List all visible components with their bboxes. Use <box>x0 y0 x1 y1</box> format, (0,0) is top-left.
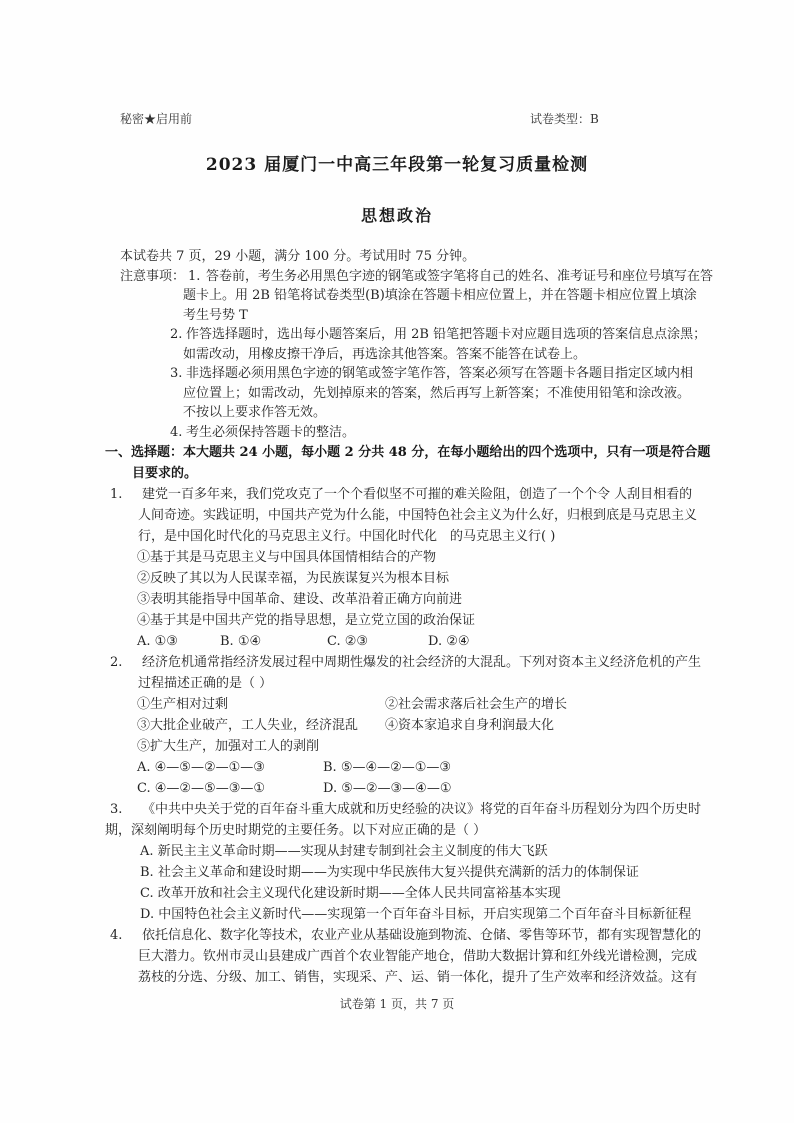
question-2-line-1 <box>110 652 725 673</box>
question-1-choice-b: B. ①④ <box>220 634 262 649</box>
question-2-text: 经济危机通常指经济发展过程中周期性爆发的社会经济的大混乱。下列对资本主义经济危机的产生 <box>142 655 702 670</box>
question-3-choice-c: C. 改革开放和社会主义现代化建设新时期——全体人民共同富裕基本实现 <box>140 886 561 901</box>
notice-item-1-line-2: 题卡上。用 2B 铅笔将试卷类型(B)填涂在答题卡相应位置上，并在答题卡相应位置上填涂 <box>183 288 697 303</box>
question-4-number: 4. <box>110 928 123 943</box>
notice-item-3-line-1 <box>170 364 725 384</box>
question-2-statement-1: ①生产相对过剩 <box>137 697 229 712</box>
question-1-line-1 <box>110 484 725 505</box>
question-3-number: 3. <box>110 802 123 817</box>
question-2-statement-row-1 <box>105 694 725 715</box>
question-3-choice-b: B. 社会主义革命和建设时期——为实现中华民族伟大复兴提供充满新的活力的体制保证 <box>140 865 639 880</box>
question-2-answer-row-1 <box>105 757 725 778</box>
question-2-choice-a: A. ④—⑤—②—①—③ <box>137 760 265 775</box>
paper-type-label: 试卷类型：B <box>530 112 599 126</box>
question-2-statement-5: ⑤扩大生产，加强对工人的剥削 <box>137 739 320 754</box>
question-1-statement-3: ③表明其能指导中国革命、建设、改革沿着正确方向前进 <box>137 592 463 607</box>
question-3-line-1 <box>110 799 725 820</box>
notice-item-2-line-2: 如需改动，用橡皮擦干净后，再选涂其他答案。答案不能答在试卷上。 <box>183 346 587 362</box>
notice-label: 注意事项： <box>120 268 186 284</box>
question-1-answer-row <box>105 631 725 652</box>
question-4-line-1 <box>110 925 725 946</box>
questions-area <box>105 484 725 988</box>
notice-item-1-line-1 <box>120 267 725 287</box>
notice-item-3-line-3: 不按以上要求作答无效。 <box>183 405 327 420</box>
section-one-heading <box>105 442 725 484</box>
question-4-line-3: 荔枝的分选、分级、加工、销售，实现采、产、运、销一体化，提升了生产效率和经济效益。这有 <box>138 970 698 985</box>
notice-item-2-text: 作答选择题时，选出每小题答案后，用 2B 铅笔把答题卡对应题目选项的答案信息点涂黑； <box>186 327 707 342</box>
notice-item-3-number: 3. <box>170 366 183 381</box>
notice-item-4-number: 4. <box>170 424 183 440</box>
notice-item-4-line-1 <box>170 423 725 443</box>
question-2-number: 2. <box>110 655 123 670</box>
notice-item-1-number: 1. <box>188 268 201 284</box>
question-1-statement-2: ②反映了其以为人民谋幸福，为民族谋复兴为根本目标 <box>137 571 450 586</box>
exam-subject-title: 思想政治 <box>360 206 433 225</box>
question-2-choice-b: B. ⑤—④—②—①—③ <box>323 760 452 775</box>
question-3-choice-a: A. 新民主主义革命时期——实现从封建专制到社会主义制度的伟大飞跃 <box>140 844 548 859</box>
question-2-choice-c: C. ④—②—⑤—③—① <box>137 781 266 796</box>
notice-item-1-line-3: 考生号势 T <box>183 307 248 323</box>
question-1 <box>105 484 725 652</box>
question-2 <box>105 652 725 799</box>
question-1-statement-1: ①基于其是马克思主义与中国具体国情相结合的产物 <box>137 550 437 565</box>
question-4 <box>105 925 725 988</box>
question-2-statement-2: ②社会需求落后社会生产的增长 <box>385 697 568 712</box>
notice-item-3-text: 非选择题必须用黑色字迹的钢笔或签字笔作答，答案必须写在答题卡各题目指定区域内相 <box>186 366 694 381</box>
question-1-text: 建党一百多年来，我们党攻克了一个个看似坚不可摧的难关险阻，创造了一个个令 人刮目相看的 <box>142 487 693 502</box>
question-1-number: 1. <box>110 487 123 502</box>
page-footer: 试卷第 1 页，共 7 页 <box>339 997 455 1011</box>
notice-item-3-line-2: 应位置上；如需改动，先划掉原来的答案，然后再写上新答案；不准使用铅笔和涂改液。 <box>183 385 691 401</box>
question-2-answer-row-2 <box>105 778 725 799</box>
question-1-line-2: 人间奇迹。实践证明，中国共产党为什么能，中国特色社会主义为什么好，归根到底是马克思主义 <box>138 508 698 523</box>
question-3-text: 《中共中央关于党的百年奋斗重大成就和历史经验的决议》将党的百年奋斗历程划分为四个历史时 <box>142 802 702 817</box>
question-1-choice-d: D. ②④ <box>428 634 470 649</box>
notice-item-4-text: 考生必须保持答题卡的整洁。 <box>186 424 356 440</box>
question-4-text: 依托信息化、数字化等技术，农业产业从基础设施到物流、仓储、零售等环节，都有实现智慧化的 <box>142 928 702 943</box>
notice-block <box>105 247 725 442</box>
notice-item-1-text: 答卷前，考生务必用黑色字迹的钢笔或签字笔将自己的姓名、准考证号和座位号填写在答 <box>206 268 714 284</box>
question-1-line-3: 行，是中国化时代化的马克思主义行。中国化时代化 的马克思主义行( ) <box>138 529 556 544</box>
question-3-choice-d: D. 中国特色社会主义新时代——实现第一个百年奋斗目标，开启实现第二个百年奋斗目标新征程 <box>140 907 692 922</box>
question-2-choice-d: D. ⑤—②—③—④—① <box>323 781 452 796</box>
question-2-statement-4: ④资本家追求自身利润最大化 <box>385 718 555 733</box>
question-1-choice-a: A. ①③ <box>137 634 178 649</box>
question-3 <box>105 799 725 925</box>
exam-info-line: 本试卷共 7 页，29 小题，满分 100 分。考试用时 75 分钟。 <box>120 249 476 264</box>
question-4-line-2: 巨大潜力。钦州市灵山县建成广西首个农业智能产地仓，借助大数据计算和红外线光谱检测，完成 <box>138 949 698 964</box>
notice-item-2-line-1 <box>170 325 725 345</box>
notice-item-2-number: 2. <box>170 327 183 342</box>
question-2-statement-3: ③大批企业破产，工人失业，经济混乱 <box>137 718 359 733</box>
classification-label: 秘密★启用前 <box>120 112 193 126</box>
section-one-heading-line-2: 目要求的。 <box>132 466 198 481</box>
question-1-statement-4: ④基于其是中国共产党的指导思想，是立党立国的政治保证 <box>137 613 476 628</box>
question-1-choice-c: C. ②③ <box>327 634 369 649</box>
exam-body <box>105 247 725 988</box>
exam-title: 2023 届厦门一中高三年段第一轮复习质量检测 <box>205 155 589 175</box>
question-2-line-2: 过程描述正确的是（ ） <box>138 676 273 691</box>
section-one-heading-line-1: 一、选择题：本大题共 24 小题，每小题 2 分共 48 分，在每小题给出的四个选项中，只有一项是符合题 <box>105 445 711 460</box>
question-3-line-2: 期，深刻阐明每个历史时期党的主要任务。以下对应正确的是（ ） <box>105 823 487 838</box>
question-2-statement-row-2 <box>105 715 725 736</box>
